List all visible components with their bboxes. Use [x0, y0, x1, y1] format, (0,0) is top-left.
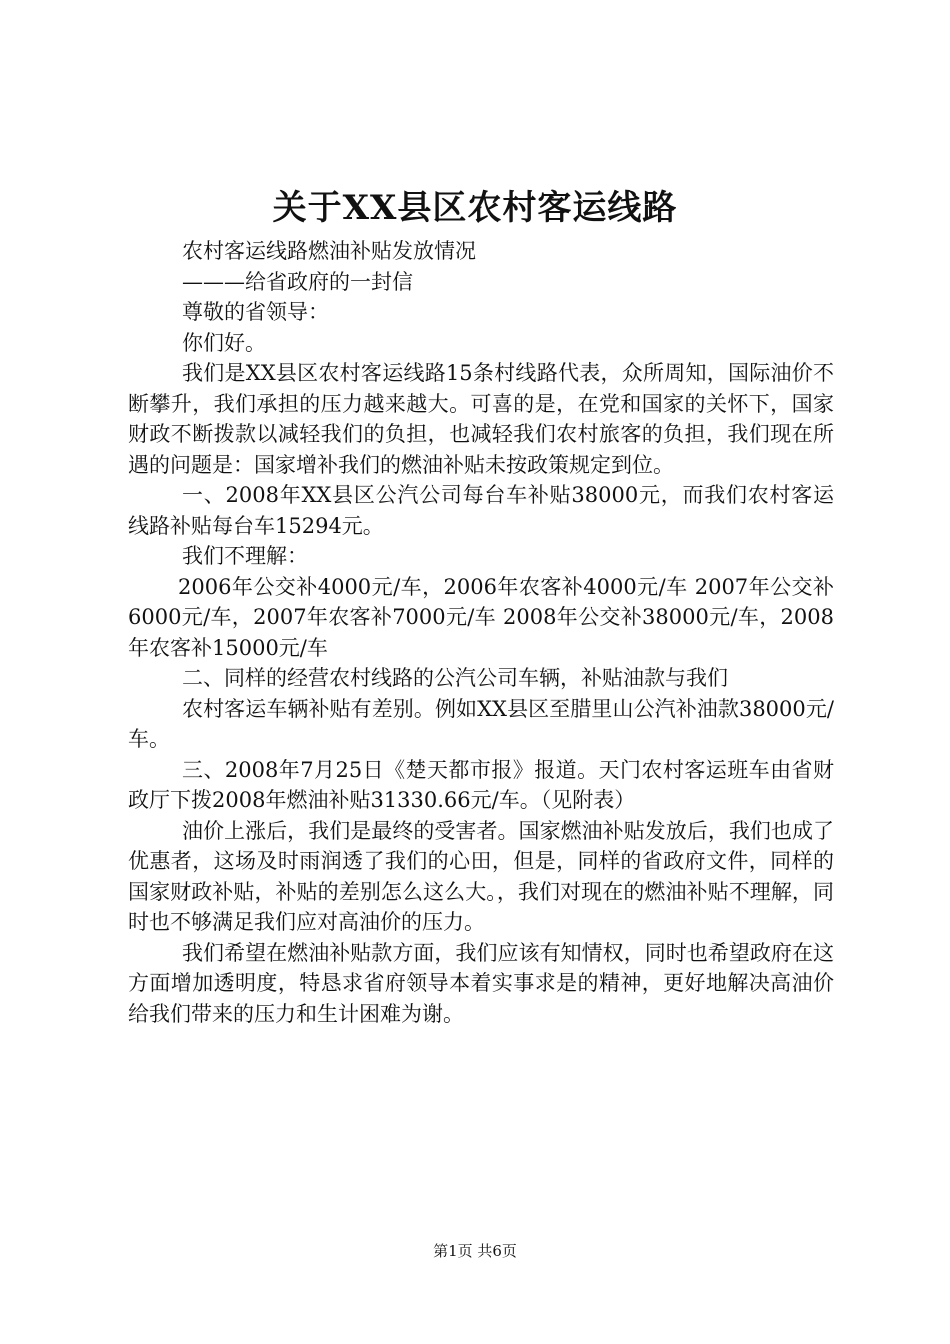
- salutation: 尊敬的省领导：: [182, 300, 329, 324]
- paragraph-victims: 油价上涨后，我们是最终的受害者。国家燃油补贴发放后，我们也成了优惠者，这场及时雨润透了我们的心田，但是，同样的省政府文件，同样的国家财政补贴，补贴的差别怎么这么大。，我们对现在的燃油补贴不理解，同时也不够满足我们应对高油价的压力。: [128, 818, 834, 934]
- paragraph-subsidy-list: 2006年公交补4000元/车，2006年农客补4000元/车 2007年公交补6000元/车，2007年农客补7000元/车 2008年公交补38000元/车，2008年农客补15000元/车: [128, 574, 834, 660]
- page-number: 第1页 共6页: [433, 1242, 517, 1260]
- paragraph-point-one: 一、2008年XX县区公汽公司每台车补贴38000元，而我们农村客运线路补贴每台车15294元。: [128, 483, 834, 538]
- paragraph-point-three: 三、2008年7月25日《楚天都市报》报道。天门农村客运班车由省财政厅下拨2008年燃油补贴31330.66元/车。（见附表）: [128, 757, 834, 812]
- subtitle-line: 农村客运线路燃油补贴发放情况: [182, 239, 476, 263]
- paragraph-question: 我们不理解：: [182, 544, 308, 568]
- paragraph-difference: 农村客运车辆补贴有差别。例如XX县区至腊里山公汽补油款38000元/车。: [128, 696, 834, 751]
- letter-heading: ———给省政府的一封信: [182, 269, 413, 294]
- paragraph-intro: 我们是XX县区农村客运线路15条村线路代表，众所周知，国际油价不断攀升，我们承担的压力越来越大。可喜的是，在党和国家的关怀下，国家财政不断拨款以减轻我们的负担，也减轻我们农村旅客的负担，我们现在所遇的问题是：国家增补我们的燃油补贴未按政策规定到位。: [128, 361, 834, 477]
- greeting: 你们好。: [182, 330, 266, 355]
- document-title: 关于XX县区农村客运线路: [272, 188, 678, 228]
- paragraph-request: 我们希望在燃油补贴款方面，我们应该有知情权，同时也希望政府在这方面增加透明度，特恳求省府领导本着实事求是的精神，更好地解决高油价给我们带来的压力和生计困难为谢。: [128, 940, 834, 1026]
- document-body: [128, 236, 834, 1029]
- paragraph-point-two: 二、同样的经营农村线路的公汽公司车辆，补贴油款与我们: [182, 666, 728, 690]
